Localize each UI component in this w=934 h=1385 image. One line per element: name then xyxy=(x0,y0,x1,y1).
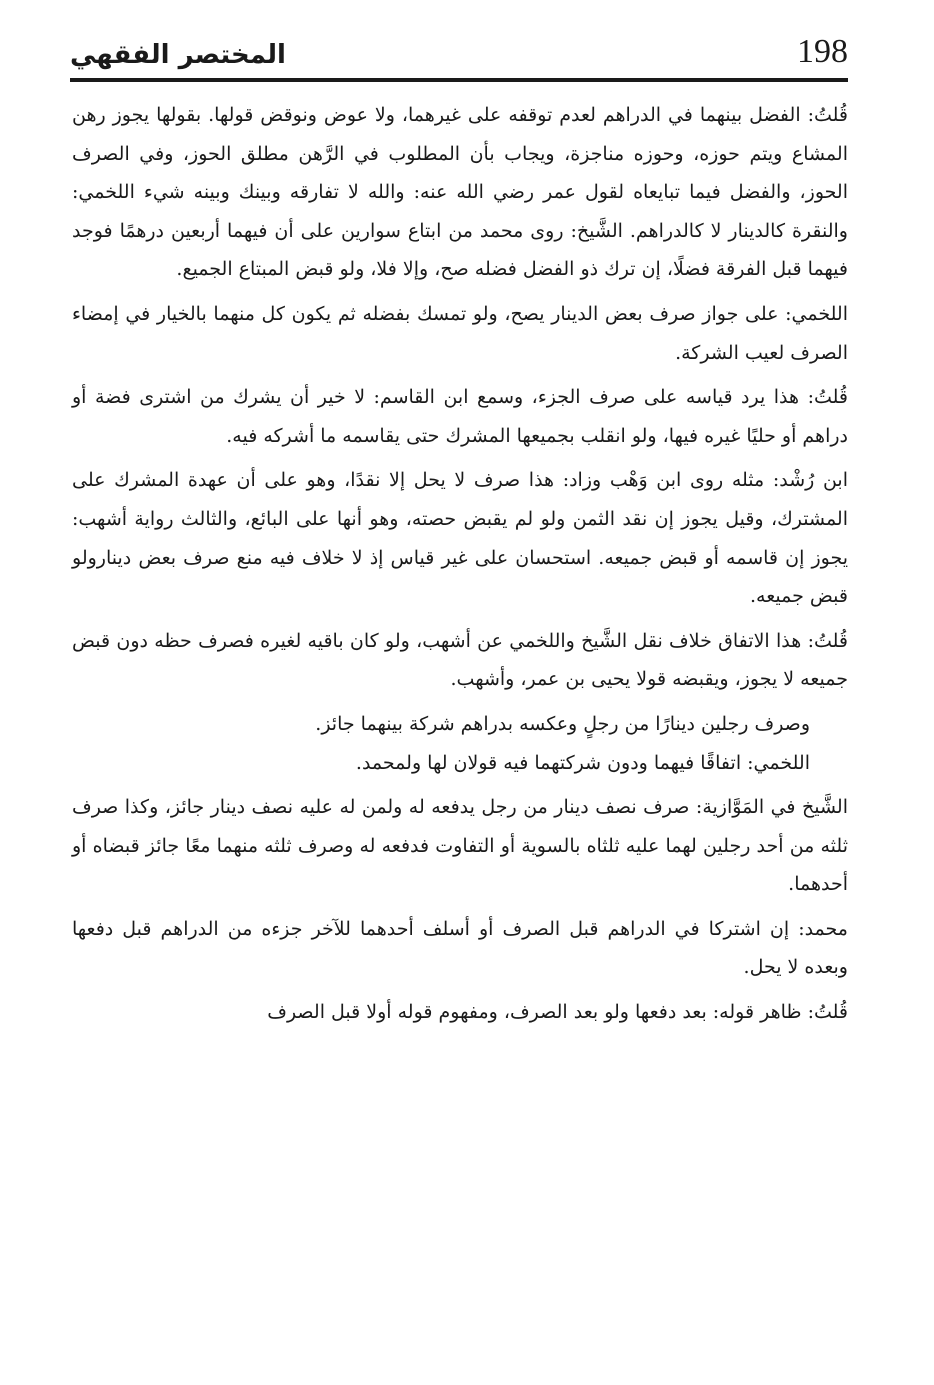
paragraph-text: صرف نصف دينار من رجل يدفعه له ولمن له عليه نصف دينار جائز، وكذا صرف ثلثه من أحد رجلين لهما عليه ثلثاه بالسوية أو التفاوت فدفعه له وصرف ثلثه منهما معًا جائز قبضاه أو أحدهما. xyxy=(72,796,848,896)
paragraph xyxy=(72,993,848,1032)
paragraph-lead: محمد: xyxy=(798,917,848,940)
paragraph-lead: قُلتُ: xyxy=(807,104,848,126)
paragraph xyxy=(72,461,848,615)
paragraph xyxy=(72,295,848,372)
book-title: المختصر الفقهي xyxy=(70,40,286,70)
paragraph xyxy=(72,96,848,289)
paragraph xyxy=(72,705,848,744)
paragraph xyxy=(72,910,848,987)
paragraph-text: إن اشتركا في الدراهم قبل الصرف أو أسلف أحدهما للآخر جزءه من الدراهم قبل دفعها وبعده لا يحل. xyxy=(72,917,848,979)
paragraph-text: وصرف رجلين دينارًا من رجلٍ وعكسه بدراهم شركة بينهما جائز. xyxy=(315,712,810,735)
page-body xyxy=(72,96,848,1038)
paragraph-lead: ابن رُشْد: xyxy=(772,469,848,492)
paragraph xyxy=(72,378,848,455)
paragraph-text: هذا يرد قياسه على صرف الجزء، وسمع ابن القاسم: لا خير أن يشرك من اشترى فضة أو دراهم أو حليًا غيره فيها، ولو انقلب بجميعها المشرك حتى يقاسمه ما أشركه فيه. xyxy=(72,386,848,447)
paragraph-lead: اللخمي: xyxy=(785,302,848,325)
paragraph-text: على جواز صرف بعض الدينار يصح، ولو تمسك بفضله ثم يكون كل منهما بالخيار في إمضاء الصرف لعيب الشركة. xyxy=(72,302,848,364)
paragraph xyxy=(72,788,848,904)
page-header xyxy=(70,32,848,82)
paragraph-text: الفضل بينهما في الدراهم لعدم توقفه على غيرهما، ولا عوض ونوقض قولها. بقولها يجوز رهن المشاع ويتم حوزه، وحوزه مناجزة، ويجاب بأن المطلوب في الرَّهن مطلق الحوز، وفي الصرف الحوز، والفضل فيما تبايعاه لقول عمر رضي الله عنه: والله لا تفارقه وبينك وبينه شيء اللخمي: والنقرة كالدينار لا كالدراهم. الشَّيخ: روى محمد من ابتاع سوارين على أن فيهما أربعين درهمًا فوجد فيهما قبل الفرقة فضلًا، إن ترك ذو الفضل فضله صح، وإلا فلا، ولو قبض المبتاع الجميع. xyxy=(72,104,848,281)
paragraph-lead: قُلتُ: xyxy=(807,1001,848,1024)
paragraph-text: اتفاقًا فيهما ودون شركتهما فيه قولان لها ولمحمد. xyxy=(355,751,748,774)
paragraph-text: مثله روى ابن وَهْب وزاد: هذا صرف لا يحل إلا نقدًا، وهو على أن عهدة المشرك على المشترك، وقيل يجوز إن نقد الثمن ولو لم يقبض حصته، وهو أنها على البائع، والثالث رواية أشهب: يجوز إن قاسمه أو قبض جميعه. استحسان على غير قياس إذ لا خلاف فيه منع صرف بعض دينارولو قبض جميعه. xyxy=(72,469,848,608)
paragraph-lead: الشَّيخ في المَوَّازية: xyxy=(695,796,848,819)
paragraph-lead: قُلتُ: xyxy=(807,386,848,409)
paragraph xyxy=(72,622,848,699)
paragraph-text: هذا الاتفاق خلاف نقل الشَّيخ واللخمي عن أشهب، ولو كان باقيه لغيره فصرف حظه دون قبض جميعه لا يجوز، ويقبضه قولا يحيى بن عمر، وأشهب. xyxy=(72,629,848,691)
header-divider xyxy=(70,78,848,82)
page-number: 198 xyxy=(797,33,848,70)
paragraph-lead: اللخمي: xyxy=(747,751,810,774)
paragraph-lead: قُلتُ: xyxy=(807,629,848,652)
paragraph xyxy=(72,744,848,783)
paragraph-text: ظاهر قوله: بعد دفعها ولو بعد الصرف، ومفهوم قوله أولا قبل الصرف xyxy=(267,1001,808,1024)
